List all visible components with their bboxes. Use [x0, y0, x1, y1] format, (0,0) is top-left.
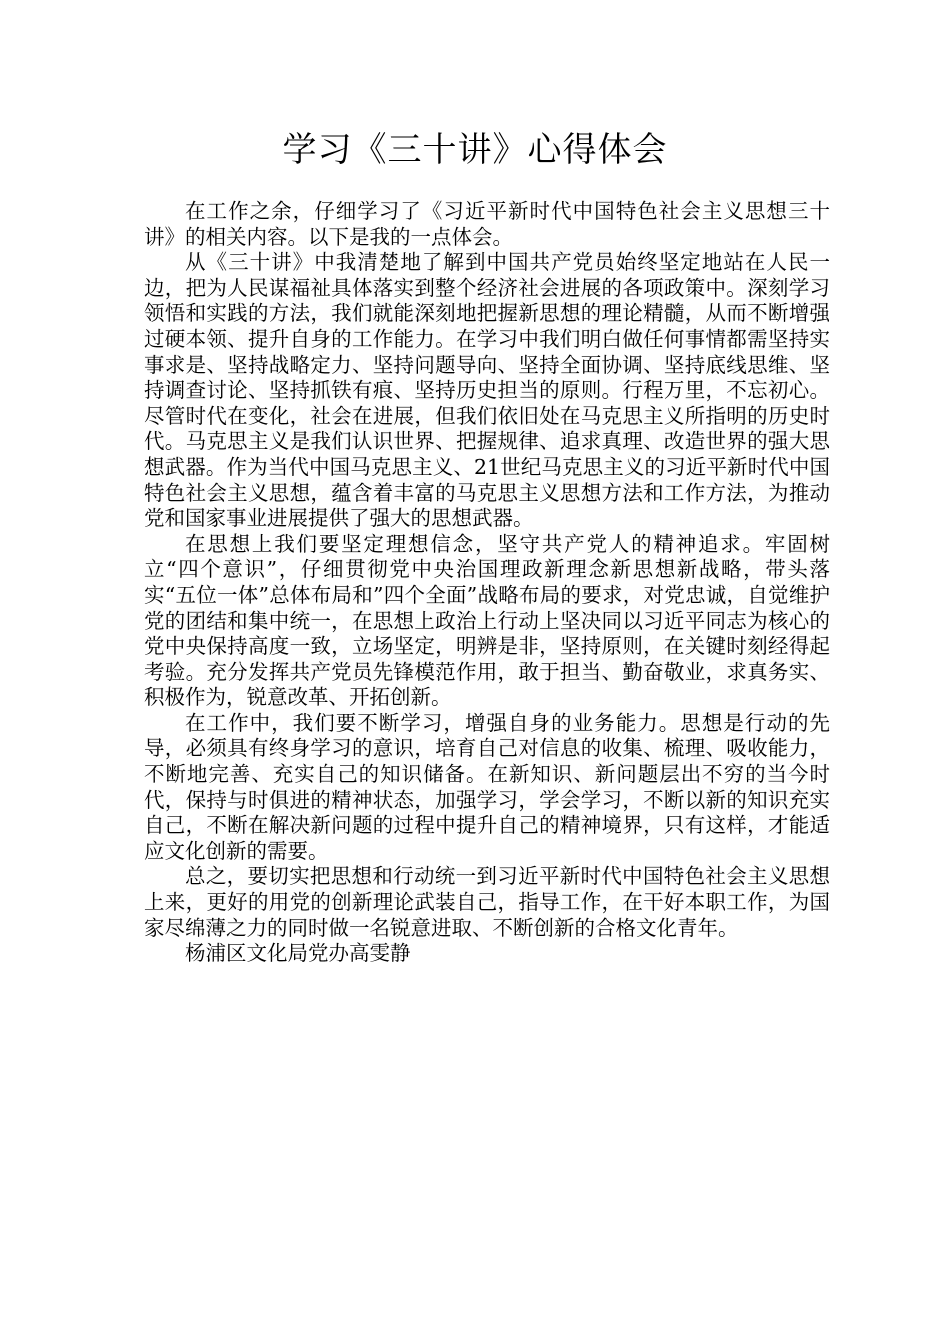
paragraph-understanding: 从《三十讲》中我清楚地了解到中国共产党员始终坚定地站在人民一边，把为人民谋福祉具体落实到整个经济社会进展的各项政策中。深刻学习领悟和实践的方法，我们就能深刻地把握新思想的理论精髓，从而不断增强过硬本领、提升自身的工作能力。在学习中我们明白做任何事情都需坚持实事求是、坚持战略定力、坚持问题导向、坚持全面协调、坚持底线思维、坚持调查讨论、坚持抓铁有痕、坚持历史担当的原则。行程万里，不忘初心。尽管时代在变化，社会在进展，但我们依旧处在马克思主义所指明的历史时代。马克思主义是我们认识世界、把握规律、追求真理、改造世界的强大思想武器。作为当代中国马克思主义、21世纪马克思主义的习近平新时代中国特色社会主义思想，蕴含着丰富的马克思主义思想方法和工作方法，为推动党和国家事业进展提供了强大的思想武器。 [144, 250, 830, 531]
paragraph-ideology: 在思想上我们要坚定理想信念，坚守共产党人的精神追求。牢固树立“四个意识”，仔细贯彻党中央治国理政新理念新思想新战略，带头落实“五位一体”总体布局和”四个全面”战略布局的要求，对党忠诚，自觉维护党的团结和集中统一，在思想上政治上行动上坚决同以习近平同志为核心的党中央保持高度一致，立场坚定，明辨是非，坚持原则，在关键时刻经得起考验。充分发挥共产党员先锋模范作用，敢于担当、勤奋敬业，求真务实、积极作为，锐意改革、开拓创新。 [144, 531, 830, 710]
paragraph-work: 在工作中，我们要不断学习，增强自身的业务能力。思想是行动的先导，必须具有终身学习的意识，培育自己对信息的收集、梳理、吸收能力，不断地完善、充实自己的知识储备。在新知识、新问题层出不穷的当今时代，保持与时俱进的精神状态，加强学习，学会学习，不断以新的知识充实自己，不断在解决新问题的过程中提升自己的精神境界，只有这样，才能适应文化创新的需要。 [144, 710, 830, 863]
paragraph-intro: 在工作之余，仔细学习了《习近平新时代中国特色社会主义思想三十讲》的相关内容。以下是我的一点体会。 [144, 199, 830, 249]
author-signature: 杨浦区文化局党办高雯静 [185, 941, 411, 966]
paragraph-conclusion: 总之，要切实把思想和行动统一到习近平新时代中国特色社会主义思想上来，更好的用党的创新理论武装自己，指导工作，在干好本职工作，为国家尽绵薄之力的同时做一名锐意进取、不断创新的合格文化青年。 [144, 864, 830, 940]
document-title: 学习《三十讲》心得体会 [282, 130, 668, 170]
document-body [144, 199, 830, 967]
